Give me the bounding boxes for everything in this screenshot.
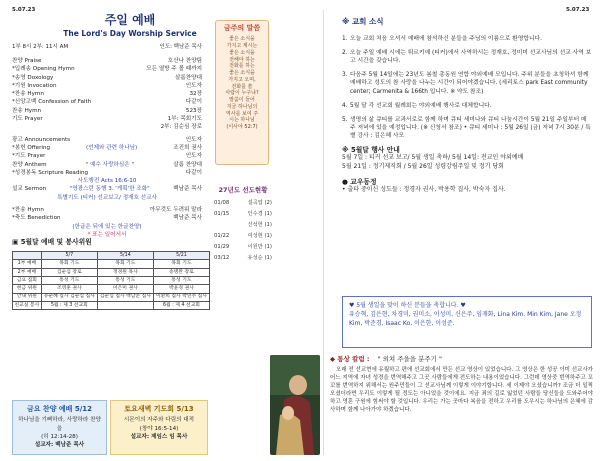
- order-detail: 사도행전 Acts 16:6-10: [77, 178, 137, 185]
- news-title: ※ 교회 소식: [342, 17, 384, 26]
- date-left: 5.07.23: [12, 7, 36, 13]
- birthday-box: [342, 296, 592, 348]
- friday-line1: 하나님을 기뻐하라, 사랑하라 찬양을: [18, 417, 101, 432]
- order-label: *송영 Doxology: [12, 74, 54, 81]
- news-number: 5.: [342, 116, 348, 123]
- news-text: 생명의 삶 큐티를 교과서로로 함께 하며 큐티 세미나와 큐티 나눔시간이 5월 21일 주일부터 매주 저녁에 있을 예정입니다. (※ 신청서 참조) • 큐티 세미나 : 5월 26일 (금) 저녁 7시 30분 / 특별 강사 : 김은혜 사모: [350, 116, 591, 139]
- schedule-date: 03/12: [214, 254, 230, 261]
- schedule-rows: [214, 200, 272, 266]
- saturday-line2: (창야 16:5-14): [139, 425, 179, 432]
- order-row: [12, 124, 202, 132]
- schedule-title: 27년도 선도현황: [218, 186, 268, 194]
- schedule-name: 인수경 (1): [247, 210, 272, 217]
- order-label: *봉헌 Offering: [12, 144, 51, 151]
- table-cell: [97, 301, 153, 309]
- schedule-name: 여성현 (1): [247, 232, 272, 239]
- order-value: 살롬 찬양대: [173, 161, 202, 168]
- order-value: 32장: [189, 91, 202, 98]
- friday-box: [12, 400, 107, 455]
- column-body: 오래 전 선교현에 유월하고 편에 선교회에서 만든 선교 영상이 있었습니다. 그 영상은 한 성공 이미 선교사가 어느 지역에 자녀 성경을 번역해주고 그곳 사람들에게 전도하는 내용이었습니다. 그런데 영상중 번역하주고 꼬꼬를 번역하지 위해서는 원주민들이 그 선교사님께 이렇게 이야기합니다. 세 이제야 오셨습니까? 조금 더 일찍 오셨더라면 우리도 이렇게 될 정도는 아니었을 것이에요. 지금 죄의 길로 잃었던 사람들 당신들을 도와주어야 하고 영혼 구원에 힘써야 할 것입니다. 우리는 가는 곳마다 복음을 전하고 우리를 도우시는 하나님의 은혜에 감사하며 함께 나아가야 하겠습니다.: [330, 366, 593, 413]
- order-row: [12, 153, 202, 161]
- keyword-line: 시는 하나님: [229, 117, 255, 124]
- birthday-lead: ♥ 5월 생일을 맞이 하신 분들을 축합니다. ♥: [349, 302, 466, 309]
- schedule-date: 01/15: [214, 210, 230, 217]
- news-list: [342, 35, 592, 140]
- event-line: 5월 7일 : 티커 선교 보고/ 5월 생일 축하/ 5월 14일: 전교인 야외예배: [342, 154, 524, 162]
- order-label: *입례송 Opening Hymn: [12, 66, 75, 73]
- keyword-line: (이사야 52:7): [226, 124, 258, 131]
- table-row: [13, 285, 210, 293]
- keyword-line: 사람이 누구냐?: [225, 90, 259, 97]
- order-row: [12, 137, 202, 145]
- schedule-name: 이원만 (1): [247, 243, 272, 250]
- order-label: *기원 Invocation: [12, 82, 57, 89]
- saturday-title: 토요새벽 기도회 5/13: [124, 405, 194, 413]
- schedule-section: [214, 187, 272, 266]
- order-label: *기도 Prayer: [12, 153, 46, 160]
- news-text: 다음주 5월 14일에는 23년도 봄철 총동원 연합 야외예배 모입니다. 주위 분들을 초청하셔 함께 예배하고 성도의 참 사랑을 나누는 시간이 되어야겠습니다. (세리토스 park East community center; Carmenita & 166th 입니다. ※ 약도 참조): [350, 72, 589, 95]
- order-label: 찬송 Hymn: [12, 107, 42, 114]
- saturday-speaker: 설교자: 제임스 임 목사: [130, 433, 188, 440]
- schedule-date: 01/22: [214, 232, 230, 239]
- keyword-line: 역사를 보여 주: [225, 110, 259, 117]
- table-cell: 안내 위원: [13, 293, 42, 301]
- order-row: [12, 66, 202, 74]
- table-row: [13, 277, 210, 285]
- schedule-name: 설곡업 (2): [247, 199, 272, 206]
- event-line: 5월 21일 : 정기제직회 / 5월 26일 성령강림주일 및 정기 당회: [342, 162, 504, 170]
- table-cell: 유순혜 집사 김순심 집사: [41, 293, 97, 301]
- events-title: ※ 5월달 행사 안내: [342, 146, 400, 155]
- friday-speaker: 설교자: 백남준 목사: [34, 441, 85, 448]
- order-value: 호산나 찬양팀: [167, 58, 202, 64]
- keyword-line: 전화를 쓸: [231, 83, 253, 90]
- service-table: [12, 251, 210, 310]
- friday-line2: (히 12:14-28): [41, 433, 78, 440]
- order-value: 아무것도 두려워 말라: [149, 207, 202, 214]
- schedule-row: [214, 233, 272, 244]
- schedule-row: [214, 200, 272, 211]
- order-value: 523장: [185, 107, 202, 114]
- keyword-line: 좋은 소식을: [229, 49, 255, 56]
- table-cell: 박윤경 권사: [153, 285, 209, 293]
- order-label: *찬송 Hymn: [12, 91, 44, 98]
- table-row: [13, 301, 210, 309]
- table-row: [13, 268, 210, 276]
- service-time-row: [12, 44, 202, 51]
- keyword-line: 말씀이 들어: [229, 97, 255, 104]
- news-text: 5월 달 각 선교회 월례회는 야외예배 행사로 대체합니다.: [350, 102, 492, 109]
- schedule-row: [214, 222, 272, 233]
- order-label: 설교 Sermon: [12, 186, 47, 193]
- table-cell: 친교실 봉사: [13, 301, 42, 309]
- column-section: [330, 356, 593, 415]
- order-detail: (언제와 관련 하나님): [86, 144, 138, 151]
- news-text: 오늘 교회 처음 오셔서 예배에 참석하신 분들을 주님의 이름으로 환영합니다.: [350, 36, 543, 42]
- news-number: 2.: [342, 50, 348, 57]
- news-item: [342, 71, 592, 95]
- order-of-worship: [12, 58, 202, 240]
- table-cell: 정경원 목사: [97, 268, 153, 276]
- table-header-cell: [13, 252, 42, 260]
- order-value: 인도자: [185, 153, 202, 160]
- order-value: 다같이: [185, 99, 202, 106]
- order-row: [12, 162, 202, 170]
- order-label: *신앙고백 Confession of Faith: [12, 99, 92, 106]
- service-officiant: 인도: 백남준 목사: [159, 44, 202, 50]
- schedule-name: 신석헌 (1): [247, 221, 272, 228]
- news-number: 1.: [342, 36, 348, 42]
- order-value: 인도자: [185, 136, 202, 143]
- order-label: 찬양 Anthem: [12, 161, 47, 168]
- news-item: [342, 35, 592, 43]
- order-detail: (한글은 뒤에 있는 한글찬양): [72, 223, 142, 230]
- table-cell: 통성 기도: [153, 277, 209, 285]
- order-detail: 특별기도 (티커) 선교보고/ 정재호 선교사: [57, 194, 157, 201]
- table-cell: 김순심 집사 백남준 집사: [97, 293, 153, 301]
- order-row: [12, 170, 202, 178]
- order-value: 인도자: [185, 82, 202, 89]
- schedule-date: 01/08: [214, 199, 230, 206]
- column-title: " 외쳐 주을을 분주기 ": [377, 355, 442, 363]
- table-section: [12, 238, 210, 310]
- news-item: [342, 116, 592, 140]
- order-value: 백남준 목사: [173, 186, 202, 193]
- order-detail: "영광스런 동행 3. '게획'한 조화": [69, 186, 150, 193]
- service-title: 주일 예배: [104, 13, 156, 27]
- news-section: [342, 35, 592, 194]
- column-header: [330, 356, 593, 364]
- order-label: 광고 Announcements: [12, 136, 71, 143]
- order-row: [12, 83, 202, 91]
- table-cell: 이은미 권사: [97, 285, 153, 293]
- table-cell: 헌금 위원: [13, 285, 42, 293]
- order-row: [12, 99, 202, 107]
- events-list: [342, 154, 592, 171]
- order-row: [12, 186, 202, 194]
- order-value: 1부: 목회기도: [167, 116, 202, 123]
- schedule-row: [214, 244, 272, 255]
- table-cell: 이환희 집사 박연주 집사: [153, 293, 209, 301]
- order-row: [12, 224, 202, 232]
- order-detail: * 표는 일어서서: [87, 231, 127, 238]
- saturday-box: [110, 400, 208, 455]
- column-label: ◆ 통상 칼럼 :: [330, 355, 370, 363]
- table-header-cell: 5/14: [97, 252, 153, 260]
- table-title: ▣ 5월달 예배 및 봉사위원: [12, 238, 92, 246]
- order-value: 조진희 권사: [173, 144, 202, 151]
- order-label: *성경봉독 Scripture Reading: [12, 169, 89, 176]
- table-cell: 목회 기도: [153, 260, 209, 268]
- table-cell: 목회 기도: [41, 260, 97, 268]
- keyword-title: 금주의 말씀: [223, 24, 261, 32]
- order-label: 기도 Prayer: [12, 116, 43, 123]
- table-cell: 금요 집회: [13, 277, 42, 285]
- order-detail: " 예수 사랑하심은 ": [85, 161, 135, 168]
- keyword-line: 전화를 하는: [229, 63, 255, 70]
- table-cell: 6월 : 제 4 선교회: [153, 301, 209, 309]
- visits-title: ● 교우동정: [342, 177, 377, 186]
- order-label: *축도 Benediction: [12, 215, 61, 222]
- column-divider: [323, 10, 324, 455]
- order-label: *찬송 Hymn: [12, 207, 44, 214]
- order-row: [12, 195, 202, 203]
- date-right: 5.07.23: [566, 7, 590, 13]
- table-cell: 목회 기도: [97, 260, 153, 268]
- order-value: 백남준 목사: [173, 215, 202, 222]
- news-text: 오늘 주일 예배 시에는 튀르키예 (티커)에서 사역하시는 정재호, 정미미 선교사님의 선교 사역 보고 시간을 갖습니다.: [350, 50, 592, 65]
- news-item: [342, 102, 592, 110]
- keyword-line: 지금 하나님의: [226, 103, 258, 110]
- table-cell: 5월 : 제 3 선교회: [41, 301, 97, 309]
- keyword-box: [215, 20, 269, 165]
- table-cell: 김순심 장로: [41, 268, 97, 276]
- news-number: 3.: [342, 72, 348, 79]
- keyword-line: 가지고 계시는: [226, 43, 258, 50]
- order-label: 찬양 Praise: [12, 58, 42, 64]
- news-number: 4.: [342, 102, 348, 109]
- table-cell: 송병완 장로: [153, 268, 209, 276]
- keyword-line: 전해야 하는: [229, 56, 255, 63]
- order-row: [12, 215, 202, 223]
- table-cell: 1부 예배: [13, 260, 42, 268]
- table-cell: 통성 기도: [97, 277, 153, 285]
- order-row: [12, 75, 202, 83]
- keyword-line: 좋은 소식을: [229, 70, 255, 77]
- friday-title: 금요 찬양 예배 5/12: [26, 405, 93, 413]
- keyword-line: 좋은 소식을: [229, 36, 255, 43]
- table-row: [13, 260, 210, 268]
- birthday-names: 유승혁, 김은현, 차경미, 권미소, 이성미, 신은주, 임재화, Lina Kim. Min Kim, Jane 오정 Kim, 박준경, Isaac Ko, 이은한, 이성준.: [349, 311, 582, 327]
- table-header-cell: 5/7: [41, 252, 97, 260]
- table-header-cell: 5/21: [153, 252, 209, 260]
- visits-line: • 출타 중이신 성도들 : 정경자 권사, 박용학 집사, 박숙자 집사.: [342, 185, 506, 193]
- schedule-row: [214, 255, 272, 266]
- keyword-line: 가지고 오며,: [228, 76, 256, 83]
- painting-image: [270, 355, 320, 455]
- schedule-date: 01/29: [214, 243, 230, 250]
- order-value: 다같이: [185, 169, 202, 176]
- service-time: 1부 8시 2부: 11시 AM: [12, 44, 69, 50]
- saturday-line1: 시몬이의 자주와 다림의 대적: [123, 417, 195, 424]
- order-value: 2부: 김순심 장로: [160, 124, 202, 131]
- table-row: [13, 293, 210, 301]
- table-cell: 통성 기도: [41, 277, 97, 285]
- keyword-lines: [219, 36, 265, 131]
- schedule-name: 유성순 (1): [247, 254, 272, 261]
- order-value: 모든 열방 주 볼 때까지: [146, 66, 202, 73]
- order-row: [12, 108, 202, 116]
- table-cell: 2부 예배: [13, 268, 42, 276]
- table-cell: 조영훈 권사: [41, 285, 97, 293]
- service-subtitle: The Lord's Day Worship Service: [63, 29, 197, 38]
- schedule-row: [214, 211, 272, 222]
- news-item: [342, 49, 592, 65]
- order-value: 살롬찬양대: [174, 74, 202, 81]
